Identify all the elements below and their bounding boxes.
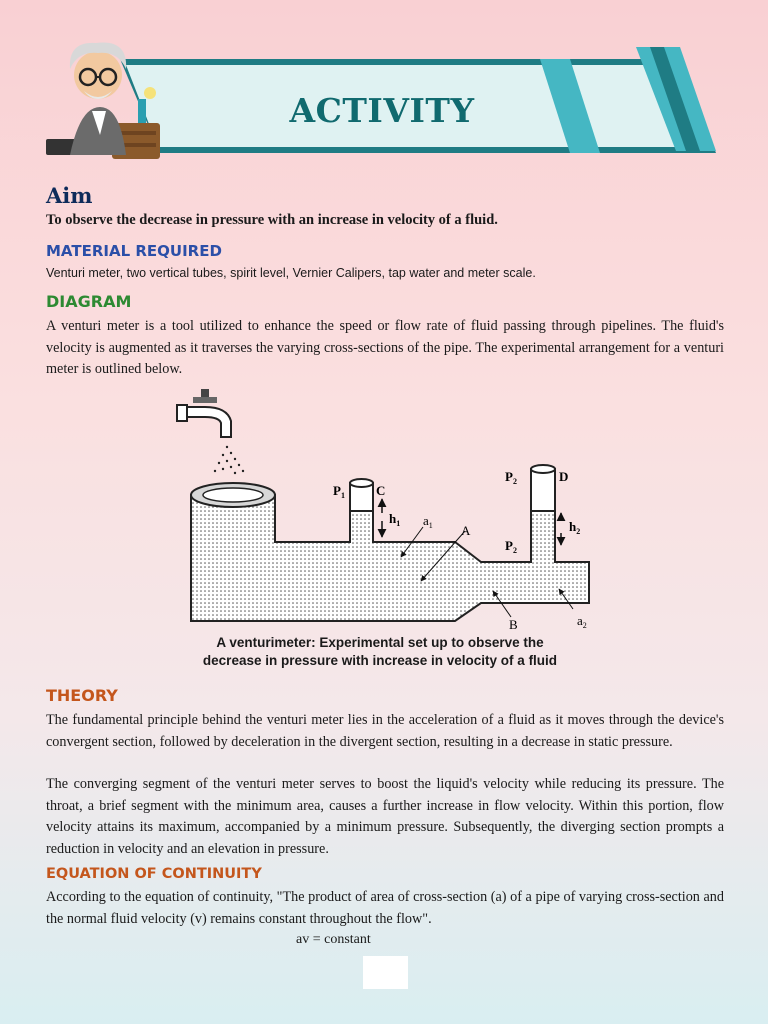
- banner-title: ACTIVITY: [289, 91, 475, 130]
- theory-heading: THEORY: [46, 686, 118, 705]
- label-h2: $h_2$: [569, 519, 581, 536]
- diagram-paragraph: A venturi meter is a tool utilized to enhance the speed or flow rate of fluid passing through pipelines. The fluid's velocity is augmented as it traverses the varying cross-sections of the pipe. The experimental arrangement for a venturi meter is outlined below.: [46, 318, 724, 377]
- water-spray-icon: [214, 446, 244, 474]
- label-p1: $P_1$: [333, 483, 345, 500]
- page-number-box: [363, 956, 408, 989]
- diagram-heading: DIAGRAM: [46, 292, 132, 311]
- label-a2: $a_2$: [577, 613, 587, 630]
- caption-line-1: A venturimeter: Experimental set up to observe the: [216, 635, 544, 650]
- diagram-caption: [160, 634, 600, 670]
- theory-paragraph-2: The converging segment of the venturi meter serves to boost the liquid's velocity while reducing its pressure. The throat, a brief segment with the minimum area, causes a further increase in flow velocity. Within this portion, flow velocity attains its maximum, accompanied by a minimum pressure. Subsequently, the diverging section prompts a reduction in velocity and an elevation in pressure.: [46, 776, 724, 857]
- continuity-heading: EQUATION OF CONTINUITY: [46, 866, 262, 882]
- label-c: C: [376, 483, 386, 498]
- label-d: D: [559, 469, 569, 484]
- aim-text: To observe the decrease in pressure with an increase in velocity of a fluid.: [46, 212, 498, 228]
- material-heading: MATERIAL REQUIRED: [46, 242, 222, 260]
- activity-banner: [40, 35, 730, 175]
- material-text: Venturi meter, two vertical tubes, spirit level, Vernier Calipers, tap water and meter scale.: [46, 266, 536, 280]
- label-p2-top: $P_2$: [505, 469, 517, 486]
- continuity-paragraph: According to the equation of continuity, "The product of area of cross-section (a) of a pipe of varying cross-section and the normal fluid velocity (v) remains constant throughout the flow".: [46, 889, 724, 927]
- tap-icon: [177, 389, 231, 437]
- label-a1: $a_1$: [423, 513, 433, 530]
- theory-paragraph-1: The fundamental principle behind the venturi meter lies in the acceleration of a fluid as it moves through the device's convergent section, followed by deceleration in the divergent section, resulting in a decrease in static pressure.: [46, 712, 724, 750]
- aim-heading: Aim: [46, 183, 93, 208]
- continuity-formula: av = constant: [296, 932, 371, 947]
- venturi-illustration: [175, 385, 595, 635]
- label-p2: $P_2$: [505, 538, 517, 555]
- label-a: A: [461, 523, 471, 538]
- label-b: B: [509, 617, 518, 632]
- caption-line-2: decrease in pressure with increase in velocity of a fluid: [202, 653, 558, 668]
- venturi-diagram: [175, 385, 595, 635]
- label-h1: $h_1$: [389, 511, 401, 528]
